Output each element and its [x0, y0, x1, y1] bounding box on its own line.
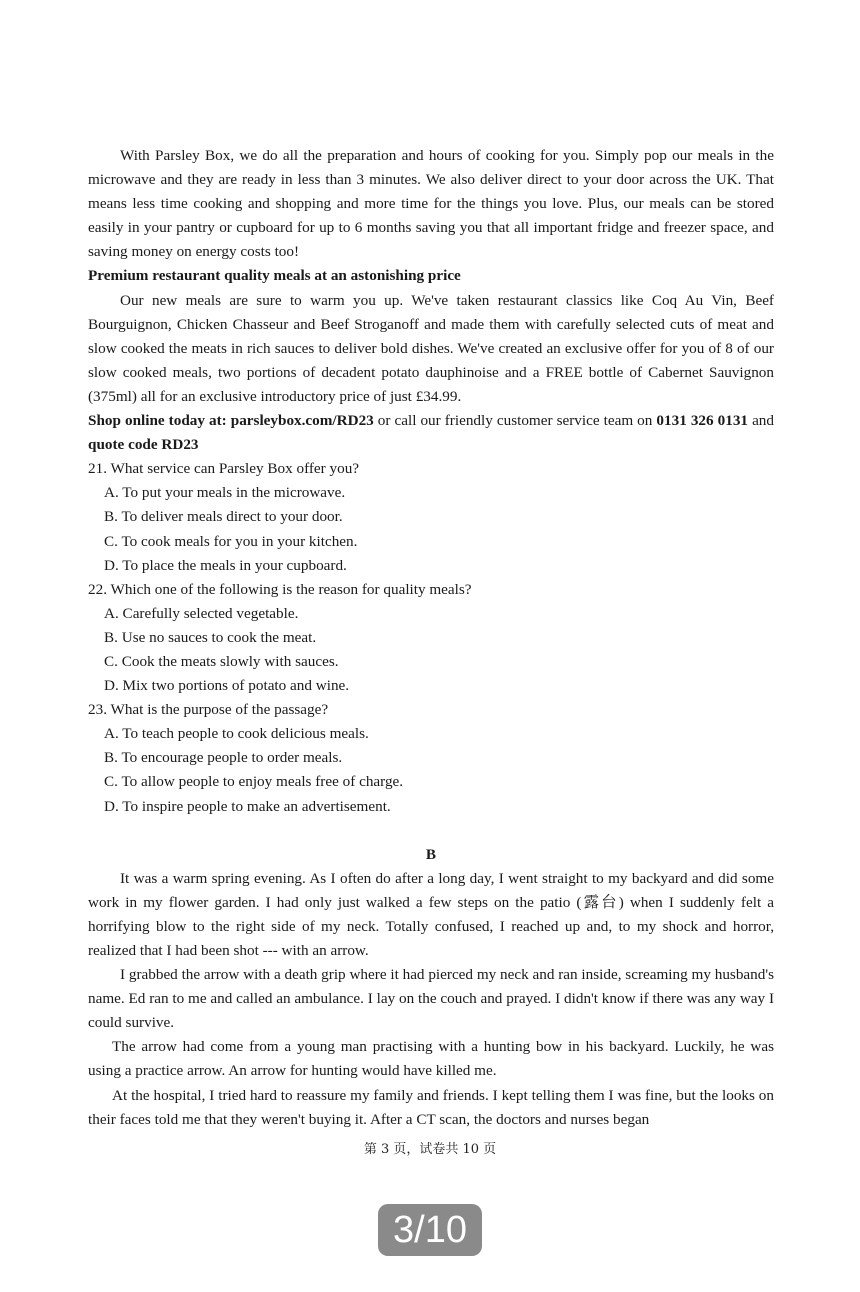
passage-b-title: B — [425, 845, 437, 863]
shop-url: Shop online today at: parsleybox.com/RD23 — [88, 412, 374, 430]
question-21 — [88, 457, 774, 577]
passage-b-paragraph: The arrow had come from a young man practising with a hunting bow in his backyard. Luckily, he was using a practice arrow. An arrow for hunting would have killed me. — [88, 1038, 774, 1080]
passage-a-body: Our new meals are sure to warm you up. We've taken restaurant classics like Coq Au Vin, Beef Bourguignon, Chicken Chasseur and Beef Stroganoff and made them with carefully selected cuts of meat and slow cooked the meats in rich sauces to deliver bold dishes. We've created an exclusive offer for you of 8 of our slow cooked meals, two portions of decadent potato dauphinoise and a FREE bottle of Cabernet Sauvignon (375ml) all for an exclusive introductory price of just £34.99. — [88, 291, 774, 405]
shop-phone: 0131 326 0131 — [656, 412, 749, 430]
option-c: C. Cook the meats slowly with sauces. — [104, 652, 339, 670]
shop-and: and — [748, 412, 774, 430]
question-23 — [88, 698, 774, 818]
option-b: B. To deliver meals direct to your door. — [104, 508, 343, 526]
shop-code: quote code RD23 — [88, 436, 199, 454]
option-d: D. To place the meals in your cupboard. — [104, 556, 347, 574]
shop-text: or call our friendly customer service team on — [373, 412, 657, 430]
page-footer: 第 3 页，试卷共 10 页 — [363, 1142, 497, 1157]
exam-page — [88, 144, 774, 1132]
question-stem: 21. What service can Parsley Box offer you? — [88, 460, 360, 478]
option-c: C. To cook meals for you in your kitchen. — [104, 532, 358, 550]
option-b: B. Use no sauces to cook the meat. — [104, 628, 317, 646]
passage-b-paragraph: It was a warm spring evening. As I often do after a long day, I went straight to my backyard and did some work in my flower garden. I had only just walked a few steps on the patio (露台) when I suddenly felt a horrifying blow to the right side of my neck. Totally confused, I reached up and, to my shock and horror, realized that I had been shot --- with an arrow. — [88, 869, 774, 959]
question-stem: 22. Which one of the following is the reason for quality meals? — [88, 580, 472, 598]
passage-a-intro: With Parsley Box, we do all the preparation and hours of cooking for you. Simply pop our meals in the microwave and they are ready in less than 3 minutes. We also deliver direct to your door across the UK. That means less time cooking and shopping and more time for the things you love. Plus, our meals can be stored easily in your pantry or cupboard for up to 6 months saving you that all important fridge and freezer space, and saving money on energy costs too! — [88, 147, 774, 261]
option-d: D. Mix two portions of potato and wine. — [104, 677, 350, 695]
option-c: C. To allow people to enjoy meals free of charge. — [104, 773, 404, 791]
question-22 — [88, 578, 774, 698]
passage-a-heading: Premium restaurant quality meals at an astonishing price — [88, 267, 461, 285]
option-b: B. To encourage people to order meals. — [104, 749, 343, 767]
shop-line — [88, 409, 774, 457]
passage-b-paragraph: I grabbed the arrow with a death grip where it had pierced my neck and ran inside, screaming my husband's name. Ed ran to me and called an ambulance. I lay on the couch and prayed. I didn't know if there was any way I could survive. — [88, 966, 774, 1032]
option-a: A. To put your meals in the microwave. — [104, 484, 346, 502]
option-a: A. To teach people to cook delicious meals. — [104, 725, 369, 743]
passage-b-paragraph: At the hospital, I tried hard to reassure my family and friends. I kept telling them I was fine, but the looks on their faces told me that they weren't buying it. After a CT scan, the doctors and nurses began — [88, 1086, 774, 1128]
page-indicator: 3/10 — [378, 1204, 482, 1256]
option-d: D. To inspire people to make an advertisement. — [104, 797, 391, 815]
option-a: A. Carefully selected vegetable. — [104, 604, 299, 622]
question-stem: 23. What is the purpose of the passage? — [88, 701, 329, 719]
